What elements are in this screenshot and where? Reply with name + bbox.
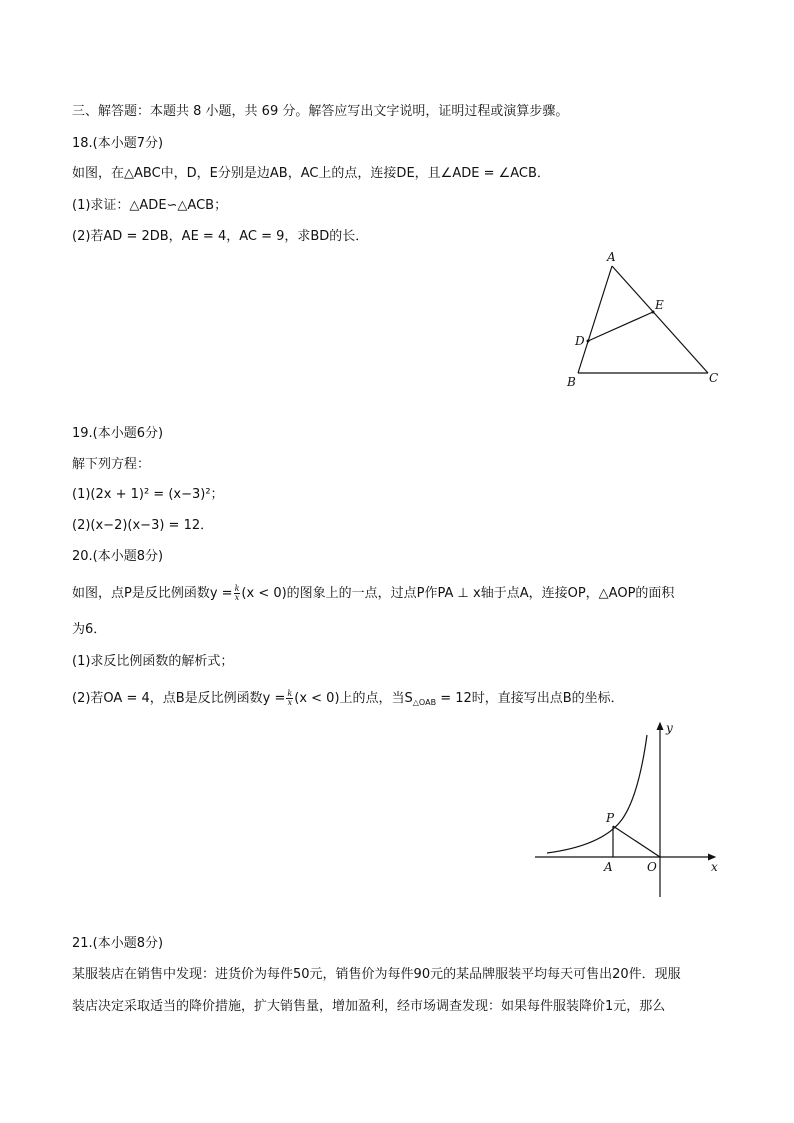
fraction-k-over-x — [234, 585, 241, 602]
fraction-numerator-2: k — [287, 689, 293, 698]
q19-equation-1: (1)(2x + 1)² = (x−3)²； — [72, 487, 224, 502]
q18-title: 18.(本小题7分) — [72, 136, 164, 151]
q18-part2: (2)若AD = 2DB，AE = 4，AC = 9，求BD的长． — [72, 229, 369, 244]
label-a: A — [607, 250, 616, 264]
segment-de — [588, 312, 653, 341]
section-heading: 三、解答题：本题共 8 小题，共 69 分。解答应写出文字说明，证明过程或演算步骤。 — [72, 104, 569, 119]
fraction-denominator-2: x — [287, 698, 293, 707]
label-p: P — [606, 811, 615, 825]
label-y-axis: y — [666, 721, 673, 735]
label-x-axis: x — [711, 860, 718, 874]
q20-title: 20.(本小题8分) — [72, 549, 164, 564]
q19-intro: 解下列方程： — [72, 457, 151, 472]
label-origin: O — [647, 860, 657, 874]
triangle-figure — [560, 250, 730, 395]
segment-op — [613, 826, 660, 857]
q21-title: 21.(本小题8分) — [72, 936, 164, 951]
q20-intro-end: 为6． — [72, 622, 107, 637]
point-d — [587, 340, 590, 343]
hyperbola-curve — [547, 735, 647, 853]
q20-intro — [72, 585, 674, 603]
area-subscript: △OAB — [412, 698, 437, 707]
q19-equation-2: (2)(x−2)(x−3) = 12． — [72, 518, 214, 533]
q20-part2 — [72, 690, 624, 712]
q20-part1: (1)求反比例函数的解析式； — [72, 654, 234, 669]
q18-intro: 如图，在△ABC中，D，E分别是边AB，AC上的点，连接DE，且∠ADE = ∠ACB． — [72, 166, 550, 181]
label-d: D — [575, 334, 585, 348]
hyperbola-figure — [530, 718, 730, 903]
q20-part2-text-b: (x < 0)上的点，当S — [294, 691, 413, 706]
q20-part2-text-a: (2)若OA = 4，点B是反比例函数y = — [72, 691, 286, 706]
label-b: B — [567, 375, 576, 389]
label-a-point: A — [604, 860, 613, 874]
q20-part2-text-c: = 12时，直接写出点B的坐标． — [436, 691, 624, 706]
side-ac — [612, 266, 708, 373]
fraction-denominator: x — [234, 593, 240, 602]
fraction-numerator: k — [234, 584, 240, 593]
q19-title: 19.(本小题6分) — [72, 426, 164, 441]
label-e: E — [655, 298, 664, 312]
label-c: C — [709, 371, 719, 385]
side-ab — [578, 266, 612, 373]
q21-line-1: 某服装店在销售中发现：进货价为每件50元，销售价为每件90元的某品牌服装平均每天可售出20件．现服 — [72, 967, 681, 982]
q20-intro-text-a: 如图，点P是反比例函数y = — [72, 586, 233, 601]
fraction-k-over-x-2 — [286, 690, 293, 707]
q21-line-2: 装店决定采取适当的降价措施，扩大销售量，增加盈利，经市场调查发现：如果每件服装降价1元，那么 — [72, 999, 666, 1014]
q18-part1: (1)求证：△ADE∽△ACB； — [72, 198, 228, 213]
q20-intro-text-b: (x < 0)的图象上的一点，过点P作PA ⊥ x轴于点A，连接OP，△AOP的面积 — [241, 586, 675, 601]
